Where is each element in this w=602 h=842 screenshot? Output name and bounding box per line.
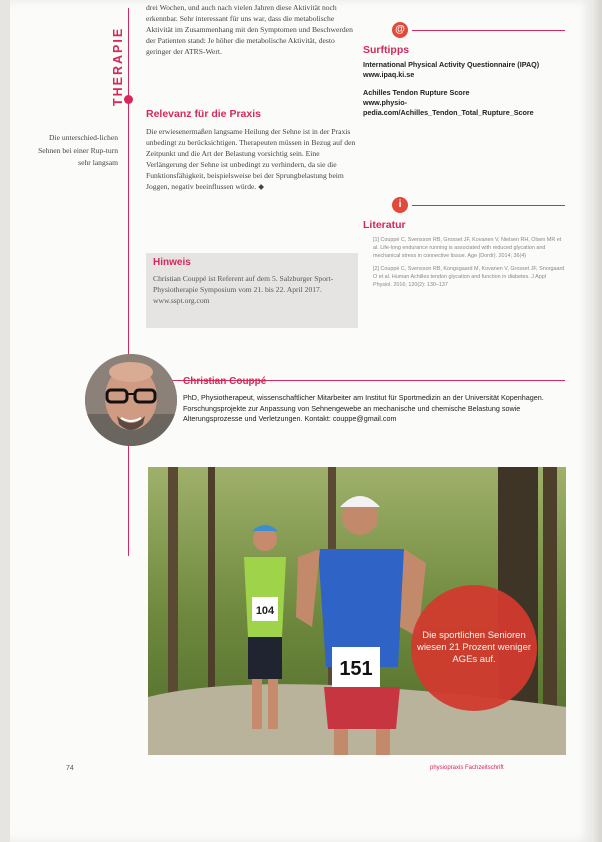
relevanz-text: Die erwiesenermaßen langsame Heilung der Sehne ist in der Praxis unbedingt zu berücksichtigen. Therapeuten müssen in Bezug auf den Zeitpunkt und die Art der Belastung vorsichtig sein. Eine Verlängerung der Sehne ist unbedingt zu verhindern, da sie die Funktionsfähigkeit, beispielsweise bei der Sprungbelastung beim Joggen, negativ beeinflussen würde. ◆: [146, 127, 356, 191]
literatur-heading: Literatur: [363, 219, 406, 231]
section-tab: [111, 20, 133, 110]
portrait-image: [85, 354, 177, 446]
literatur-list: [373, 236, 565, 294]
hinweis-box: [146, 253, 358, 328]
margin-note: Die unterschied-lichen Sehnen bei einer Rup-turn sehr langsam: [38, 133, 118, 167]
surftipp-name: Achilles Tendon Rupture Score: [363, 88, 470, 97]
surftipp-name: International Physical Activity Questionnaire (IPAQ): [363, 60, 540, 69]
back-bib-number: 104: [255, 605, 275, 617]
info-icon: i: [392, 197, 408, 213]
intro-paragraph: [146, 2, 356, 57]
literature-ref: [2] Couppé C, Svensson RB, Kongsgaard M, Kovanen V, Grosset JF, Snorgaard O et al. Human Achilles tendon glycation and function in diabetes. J Appl Physiol. 2016; 120(2): 130–137: [373, 266, 565, 288]
hinweis-title: Hinweis: [153, 257, 191, 268]
surftipps-rule: [412, 30, 565, 31]
surftipp-link[interactable]: www.physio-pedia.com/Achilles_Tendon_Total_Rupture_Score: [363, 98, 534, 117]
literatur-rule: [412, 205, 565, 206]
intro-text: drei Wochen, und auch nach vielen Jahren diese Aktivität noch erkennbar. Sehr interessant für uns war, dass die metabolische Aktivität im Zusammenhang mit den Symptomen und Beschwerden der Patienten stand: Je höher die metabolische Aktivität, desto geringer der ATRS-Wert.: [146, 3, 353, 56]
surftipps-heading: Surftipps: [363, 44, 410, 56]
surftipp-item: [363, 60, 563, 80]
caption-bubble: [411, 585, 537, 711]
surftipp-link[interactable]: www.ipaq.ki.se: [363, 70, 415, 79]
author-avatar: [85, 354, 177, 446]
caption-text: Die sportlichen Senioren wiesen 21 Prozent weniger AGEs auf.: [416, 630, 532, 665]
section-label: THERAPIE: [111, 26, 125, 106]
page-edge: [592, 0, 602, 842]
relevanz-paragraph: [146, 126, 356, 192]
author-bio: PhD, Physiotherapeut, wissenschaftlicher Mitarbeiter am Institut für Sportmedizin an der Universität Kopenhagen. Forschungsprojekte zur Anpassung von Sehnengewebe an mechanische und chemische Belastung sowie Alterungsprozesse und Verletzungen. Kontakt: couppe@gmail.com: [183, 393, 544, 423]
hinweis-text: Christian Couppé ist Referent auf dem 5. Salzburger Sport-Physiotherapie Symposium vom 21. bis 22. April 2017. www.sspt.org.com: [153, 274, 334, 305]
page-number: 74: [66, 765, 74, 772]
literature-ref: [1] Couppé C, Svensson RB, Grosset JF, Kovanen V, Nielsen RH, Olsen MR et al. Life-long endurance running is associated with reduced glycation and mechanical stress in connective tissue. Age (Dordr). 2014; 36(4): [373, 237, 562, 259]
surftipp-item: [363, 88, 563, 118]
relevanz-heading: Relevanz für die Praxis: [146, 108, 261, 120]
at-icon: @: [392, 22, 408, 38]
publication-footer: physiopraxis Fachzeitschrift: [430, 765, 504, 771]
surftipps-list: [363, 60, 563, 126]
author-name: Christian Couppé: [183, 376, 267, 387]
front-bib-number: 151: [339, 658, 373, 680]
